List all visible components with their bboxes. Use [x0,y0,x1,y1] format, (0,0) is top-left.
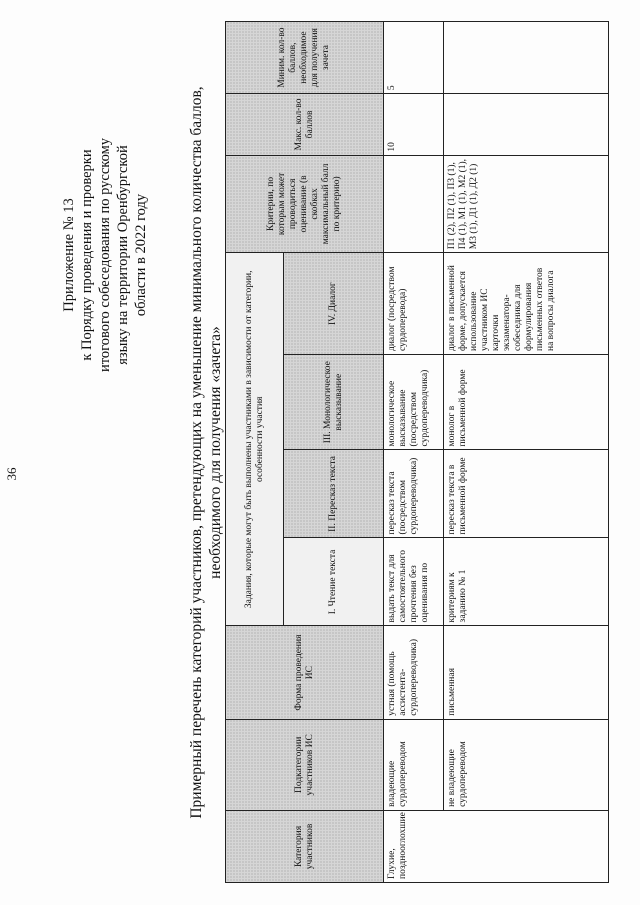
appendix-header [60,75,150,435]
task-1-cell: выдать текст для самостоятельного прочтения без оценивания по [384,538,444,626]
header-task-4: IV. Диалог [284,253,384,355]
header-tasks-group: Задания, которые могут быть выполнены участниками в зависимости от категории, особенности участия [226,253,284,626]
appendix-line: итогового собеседования по русскому [97,137,113,373]
categories-table [225,21,609,883]
category-cell: Глухие, позднооглохшие [384,810,609,882]
table-row [384,22,444,883]
task-2-cell: пересказ текста в письменной форме [444,450,609,538]
max-score-cell-empty [444,94,609,155]
task-2-cell: пересказ текста (посредством сурдопереводчика) [384,450,444,538]
criteria-cell [384,155,444,253]
appendix-line: Приложение № 13 [61,198,77,312]
min-score-cell: 5 [384,22,444,94]
table-row [444,22,609,883]
form-cell: устная (помощь ассистента-сурдопереводчика) [384,626,444,719]
header-max-score: Макс. кол-во баллов [226,94,384,155]
criteria-list-cell: П1 (2), П2 (1), П3 (1), П4 (1), М1 (1), М2 (1), М3 (1), Д1 (1), Д2 (1) [444,155,609,253]
max-score-cell: 10 [384,94,444,155]
header-task-1: I. Чтение текста [284,538,384,626]
header-category: Категория участников [226,810,384,882]
header-form: Форма проведения ИС [226,626,384,719]
subcategory-cell: владеющие сурдопереводом [384,719,444,810]
subcategory-cell: не владеющие сурдопереводом [444,719,609,810]
task-4-cell: диалог в письменной форме, допускается использование участником ИС карточки экзаменатора-собеседника для формулирования письменных ответов на вопросы диалога [444,253,609,355]
min-score-cell-empty [444,22,609,94]
appendix-line: к Порядку проведения и проверки [79,149,95,361]
title-line: необходимого для получения «зачета» [207,326,224,579]
task-4-cell: диалог (посредством сурдоперевода) [384,253,444,355]
title-line: Примерный перечень категорий участников, претендующих на уменьшение минимального количества баллов, [188,86,205,819]
task-1-cell: критериям к заданию № 1 [444,538,609,626]
appendix-line: области в 2022 году [133,193,149,317]
header-task-2: II. Пересказ текста [284,450,384,538]
task-3-cell: монологическое высказывание (посредством сурдопереводчика) [384,355,444,450]
page-number: 36 [4,467,19,481]
form-cell: письменная [444,626,609,719]
task-3-cell: монолог в письменной форме [444,355,609,450]
header-criteria: Критерии, по которым может проводиться оценивание (в скобках максимальный балл по критерию) [226,155,384,253]
appendix-line: языку на территории Оренбургской [115,145,131,365]
document-title [187,0,225,905]
header-subcategory: Подкатегории участников ИС [226,719,384,810]
header-task-3: III. Монологическое высказывание [284,355,384,450]
header-min-score: Миним. кол-во баллов, необходимое для получения зачета [226,22,384,94]
